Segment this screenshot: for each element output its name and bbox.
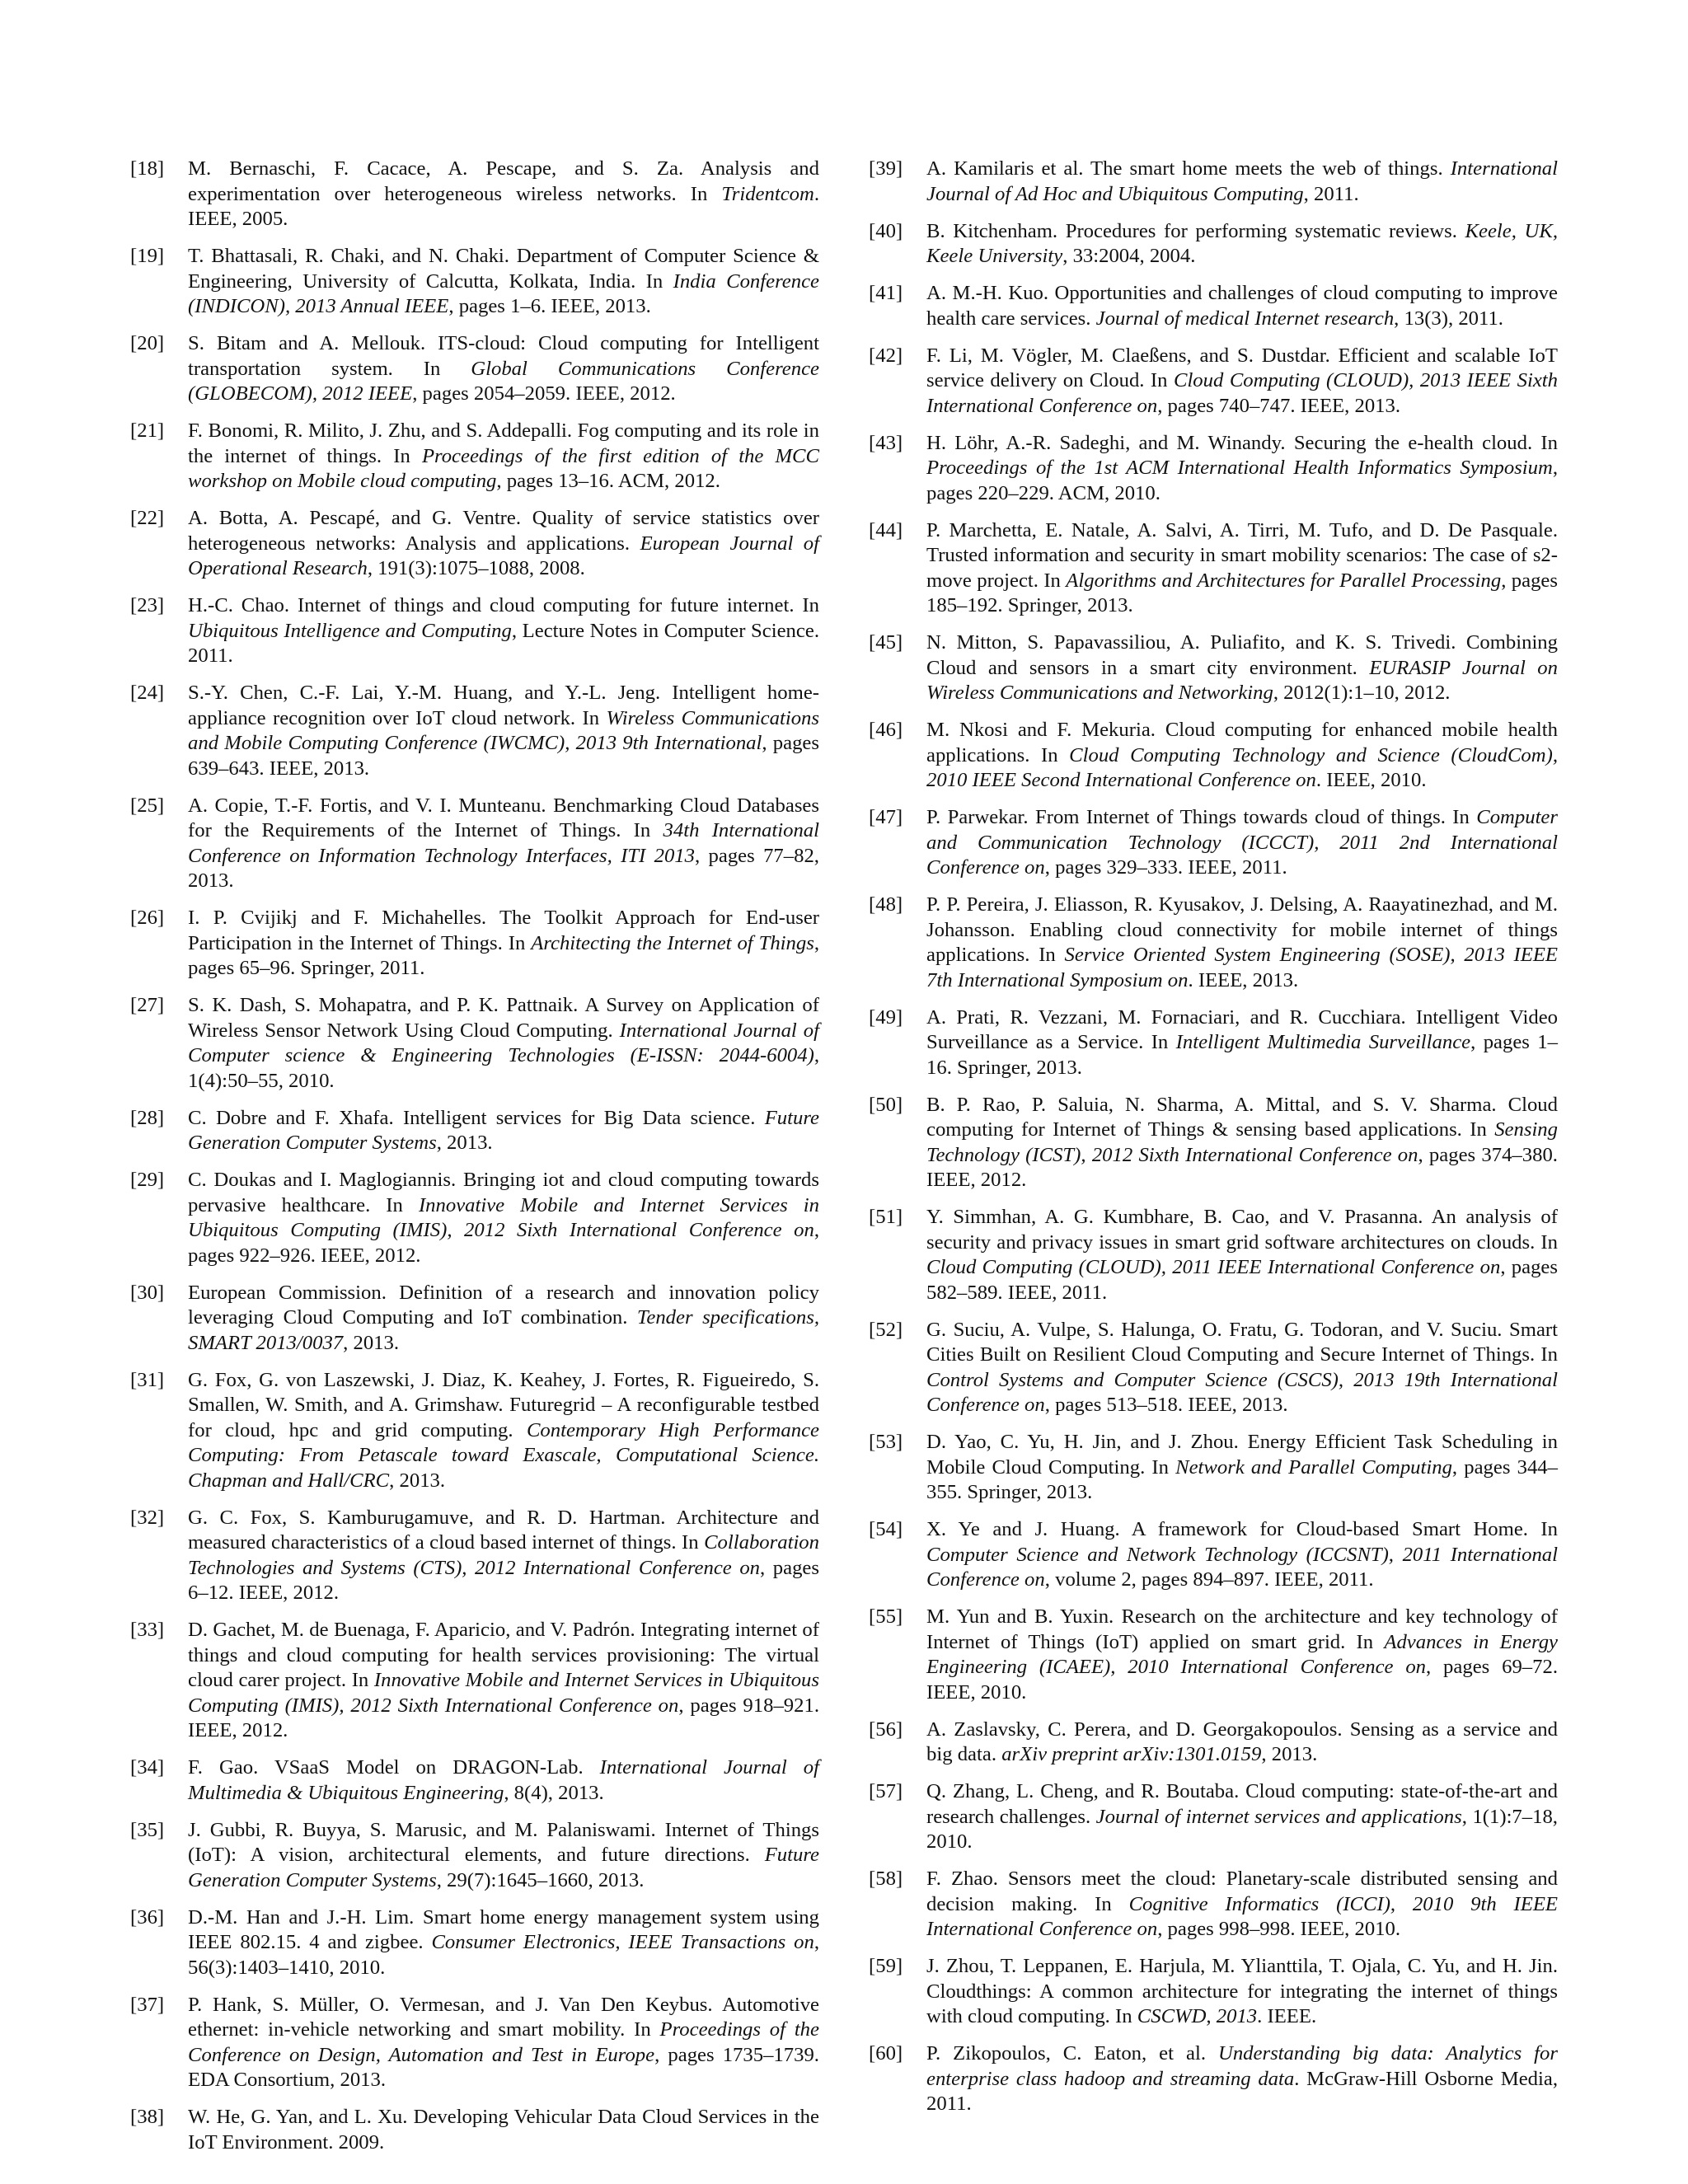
reference-item	[130, 593, 819, 669]
reference-segment: , 2013.	[343, 1331, 400, 1354]
reference-text	[188, 331, 819, 407]
reference-segment: , pages 740–747. IEEE, 2013.	[1157, 394, 1401, 417]
reference-segment: C. Dobre and F. Xhafa. Intelligent services for Big Data science.	[188, 1106, 765, 1129]
reference-item	[130, 419, 819, 494]
reference-venue: Future Generation Computer Systems	[188, 1844, 819, 1891]
reference-number: [20]	[130, 332, 165, 354]
reference-item	[130, 1168, 819, 1268]
reference-segment: F. Li, M. Vögler, M. Claeßens, and S. Dustdar. Efficient and scalable IoT service delivery on Cloud. In	[926, 344, 1558, 391]
reference-segment: F. Bonomi, R. Milito, J. Zhu, and S. Addepalli. Fog computing and its role in the internet of things. In	[188, 419, 819, 467]
reference-segment: , 56(3):1403–1410, 2010.	[188, 1931, 819, 1979]
reference-venue: Network and Parallel Computing	[1175, 1455, 1452, 1479]
reference-text	[188, 993, 819, 1094]
reference-item	[130, 331, 819, 407]
reference-text	[926, 1093, 1558, 1193]
reference-item	[869, 1005, 1558, 1081]
reference-venue: Global Communications Conference (GLOBECOM), 2012 IEEE	[188, 357, 819, 405]
reference-item	[130, 1993, 819, 2093]
reference-number: [36]	[130, 1905, 165, 1929]
reference-item	[869, 1318, 1558, 1418]
reference-segment: European Commission. Definition of a research and innovation policy leveraging Cloud Computing and IoT combination.	[188, 1281, 819, 1329]
reference-venue: Architecting the Internet of Things	[531, 931, 814, 954]
references-column-right	[869, 157, 1558, 2129]
reference-segment: D.-M. Han and J.-H. Lim. Smart home energy management system using IEEE 802.15. 4 and zigbee.	[188, 1905, 819, 1953]
reference-text	[188, 1818, 819, 1894]
reference-number: [21]	[130, 419, 165, 442]
reference-segment: P. Marchetta, E. Natale, A. Salvi, A. Tirri, M. Tufo, and D. De Pasquale. Trusted information and security in smart mobility scenarios: The case of s2-move project. In	[926, 518, 1558, 592]
reference-segment: . IEEE.	[1257, 2005, 1317, 2027]
reference-number: [59]	[869, 1955, 903, 1977]
reference-segment: N. Mitton, S. Papavassiliou, A. Puliafito, and K. S. Trivedi. Combining Cloud and sensors in a smart city environment.	[926, 631, 1558, 679]
reference-text	[188, 681, 819, 781]
reference-number: [58]	[869, 1868, 903, 1890]
reference-number: [55]	[869, 1605, 903, 1628]
reference-text	[188, 906, 819, 982]
reference-venue: Journal of internet services and applications	[1095, 1805, 1462, 1828]
reference-number: [40]	[869, 219, 903, 242]
reference-segment: , pages 1735–1739. EDA Consortium, 2013.	[188, 2043, 819, 2091]
reference-segment: M. Bernaschi, F. Cacace, A. Pescape, and S. Za. Analysis and experimentation over heterogeneous wireless networks. In	[188, 157, 819, 205]
reference-segment: , pages 6–12. IEEE, 2012.	[188, 1556, 819, 1604]
reference-text	[926, 219, 1558, 269]
reference-number: [26]	[130, 907, 165, 929]
reference-number: [42]	[869, 344, 903, 367]
reference-number: [34]	[130, 1756, 165, 1779]
reference-segment: , pages 329–333. IEEE, 2011.	[1044, 856, 1287, 879]
reference-segment: T. Bhattasali, R. Chaki, and N. Chaki. Department of Computer Science & Engineering, University of Calcutta, Kolkata, India. In	[188, 245, 819, 293]
reference-venue: Service Oriented System Engineering (SOSE), 2013 IEEE 7th International Symposium on	[926, 944, 1558, 991]
reference-venue: Proceedings of the first edition of the MCC workshop on Mobile cloud computing	[188, 444, 819, 492]
reference-item	[130, 506, 819, 582]
reference-segment: G. Suciu, A. Vulpe, S. Halunga, O. Fratu, G. Todoran, and V. Suciu. Smart Cities Built on Resilient Cloud Computing and Secure Internet of Things. In	[926, 1318, 1558, 1366]
reference-segment: A. Zaslavsky, C. Perera, and D. Georgakopoulos. Sensing as a service and big data.	[926, 1718, 1558, 1765]
reference-text	[926, 805, 1558, 881]
reference-item	[869, 518, 1558, 619]
reference-segment: , pages 922–926. IEEE, 2012.	[188, 1219, 819, 1267]
reference-number: [29]	[130, 1169, 165, 1191]
reference-segment: X. Ye and J. Huang. A framework for Cloud-based Smart Home. In	[926, 1518, 1558, 1540]
reference-number: [54]	[869, 1518, 903, 1540]
reference-text	[926, 1718, 1558, 1768]
reference-segment: , 191(3):1075–1088, 2008.	[367, 557, 585, 579]
reference-number: [30]	[130, 1281, 165, 1304]
reference-venue: Consumer Electronics, IEEE Transactions on	[431, 1931, 814, 1953]
reference-segment: , 1(4):50–55, 2010.	[188, 1044, 819, 1092]
reference-item	[130, 794, 819, 894]
reference-segment: D. Yao, C. Yu, H. Jin, and J. Zhou. Energy Efficient Task Scheduling in Mobile Cloud Computing. In	[926, 1431, 1558, 1479]
reference-item	[869, 157, 1558, 207]
reference-segment: J. Zhou, T. Leppanen, E. Harjula, M. Ylianttila, T. Ojala, C. Yu, and H. Jin. Cloudthings: A common architecture for integrating the internet of things with cloud computing. In	[926, 1955, 1558, 2027]
reference-segment: A. Botta, A. Pescapé, and G. Ventre. Quality of service statistics over heterogeneous networks: Analysis and applications.	[188, 507, 819, 555]
reference-text	[188, 1905, 819, 1981]
reference-venue: Proceedings of the Conference on Design, Automation and Test in Europe	[188, 2018, 819, 2066]
reference-text	[188, 794, 819, 894]
reference-venue: Control Systems and Computer Science (CSCS), 2013 19th International Conference on	[926, 1368, 1558, 1416]
reference-number: [52]	[869, 1318, 903, 1341]
reference-item	[130, 681, 819, 781]
reference-text	[926, 2041, 1558, 2117]
reference-number: [24]	[130, 682, 165, 704]
reference-segment: W. He, G. Yan, and L. Xu. Developing Vehicular Data Cloud Services in the IoT Environment. 2009.	[188, 2106, 819, 2154]
reference-segment: , Lecture Notes in Computer Science. 2011.	[188, 619, 819, 667]
reference-text	[188, 1755, 819, 1806]
reference-item	[869, 1718, 1558, 1768]
reference-segment: P. P. Pereira, J. Eliasson, R. Kyusakov, J. Delsing, A. Raayatinezhad, and M. Johansson. Enabling cloud connectivity for mobile internet of things applications. In	[926, 893, 1558, 966]
reference-segment: , pages 220–229. ACM, 2010.	[926, 457, 1558, 504]
reference-number: [35]	[130, 1818, 165, 1841]
reference-segment: S.-Y. Chen, C.-F. Lai, Y.-M. Huang, and Y.-L. Jeng. Intelligent home-appliance recognition over IoT cloud network. In	[188, 682, 819, 729]
reference-item	[869, 1430, 1558, 1506]
reference-item	[130, 1106, 819, 1156]
reference-segment: , pages 344–355. Springer, 2013.	[926, 1455, 1558, 1503]
reference-venue: Contemporary High Performance Computing: From Petascale toward Exascale, Computational Science. Chapman and Hall/CRC	[188, 1418, 819, 1492]
reference-segment: , 2013.	[1261, 1743, 1318, 1765]
reference-segment: , 33:2004, 2004.	[1062, 245, 1196, 267]
reference-segment: F. Zhao. Sensors meet the cloud: Planetary-scale distributed sensing and decision making. In	[926, 1868, 1558, 1915]
reference-segment: , volume 2, pages 894–897. IEEE, 2011.	[1044, 1568, 1374, 1591]
reference-segment: P. Zikopoulos, C. Eaton, et al.	[926, 2042, 1218, 2064]
reference-segment: , 2011.	[1303, 182, 1359, 205]
reference-venue: Future Generation Computer Systems	[188, 1106, 819, 1154]
reference-item	[869, 1517, 1558, 1593]
reference-item	[869, 344, 1558, 419]
reference-number: [27]	[130, 994, 165, 1016]
reference-segment: A. Kamilaris et al. The smart home meets the web of things.	[926, 157, 1451, 180]
reference-segment: , pages 998–998. IEEE, 2010.	[1157, 1918, 1401, 1940]
reference-text	[188, 157, 819, 232]
reference-text	[926, 893, 1558, 993]
reference-venue: Keele, UK, Keele University	[926, 219, 1558, 267]
reference-venue: EURASIP Journal on Wireless Communications and Networking	[926, 656, 1558, 704]
reference-segment: , pages 185–192. Springer, 2013.	[926, 569, 1558, 616]
reference-venue: Intelligent Multimedia Surveillance	[1175, 1031, 1471, 1053]
reference-text	[188, 1618, 819, 1744]
reference-number: [48]	[869, 893, 903, 916]
reference-number: [60]	[869, 2042, 903, 2064]
reference-venue: India Conference (INDICON), 2013 Annual IEEE	[188, 269, 819, 317]
reference-item	[869, 893, 1558, 993]
reference-item	[130, 1506, 819, 1606]
reference-segment: P. Parwekar. From Internet of Things towards cloud of things. In	[926, 806, 1477, 828]
reference-venue: Sensing Technology (ICST), 2012 Sixth International Conference on	[926, 1118, 1558, 1166]
reference-segment: G. C. Fox, S. Kamburugamuve, and R. D. Hartman. Architecture and measured characteristics of a cloud based internet of things. In	[188, 1506, 819, 1554]
reference-item	[869, 805, 1558, 881]
reference-item	[869, 431, 1558, 507]
reference-segment: D. Gachet, M. de Buenaga, F. Aparicio, and V. Padrón. Integrating internet of things and cloud computing for health services provisioning: The virtual cloud carer project. In	[188, 1619, 819, 1691]
reference-item	[869, 1954, 1558, 2030]
reference-segment: , pages 2054–2059. IEEE, 2012.	[412, 382, 676, 405]
reference-segment: A. Prati, R. Vezzani, M. Fornaciari, and R. Cucchiara. Intelligent Video Surveillance as a Service. In	[926, 1005, 1558, 1053]
reference-text	[926, 1605, 1558, 1705]
reference-text	[188, 1993, 819, 2093]
reference-segment: , pages 65–96. Springer, 2011.	[188, 931, 819, 979]
reference-item	[130, 2105, 819, 2155]
reference-segment: M. Nkosi and F. Mekuria. Cloud computing for enhanced mobile health applications. In	[926, 719, 1558, 766]
reference-item	[130, 1818, 819, 1894]
reference-number: [50]	[869, 1093, 903, 1116]
reference-text	[926, 1517, 1558, 1593]
reference-number: [53]	[869, 1431, 903, 1453]
reference-venue: Innovative Mobile and Internet Services in Ubiquitous Computing (IMIS), 2012 Sixth International Conference on	[188, 1669, 819, 1717]
reference-segment: Q. Zhang, L. Cheng, and R. Boutaba. Cloud computing: state-of-the-art and research challenges.	[926, 1780, 1558, 1828]
reference-number: [45]	[869, 631, 903, 654]
reference-number: [47]	[869, 806, 903, 828]
reference-number: [49]	[869, 1005, 903, 1029]
reference-segment: , pages 77–82, 2013.	[188, 844, 819, 892]
reference-segment: M. Yun and B. Yuxin. Research on the architecture and key technology of Internet of Things (IoT) applied on smart grid. In	[926, 1605, 1558, 1653]
reference-item	[869, 2041, 1558, 2117]
reference-number: [18]	[130, 157, 165, 180]
reference-segment: P. Hank, S. Müller, O. Vermesan, and J. Van Den Keybus. Automotive ethernet: in-vehicle networking and smart mobility. In	[188, 1993, 819, 2041]
reference-text	[188, 244, 819, 320]
reference-venue: Computer and Communication Technology (ICCCT), 2011 2nd International Conference on	[926, 806, 1558, 879]
reference-item	[869, 718, 1558, 794]
reference-item	[130, 906, 819, 982]
reference-item	[869, 281, 1558, 331]
reference-text	[188, 2105, 819, 2155]
reference-number: [56]	[869, 1718, 903, 1741]
reference-text	[188, 1368, 819, 1494]
reference-venue: Ubiquitous Intelligence and Computing	[188, 619, 512, 642]
reference-segment: , 8(4), 2013.	[504, 1781, 604, 1804]
reference-segment: B. P. Rao, P. Saluia, N. Sharma, A. Mittal, and S. V. Sharma. Cloud computing for Internet of Things & sensing based applications. In	[926, 1093, 1558, 1141]
reference-venue: Cognitive Informatics (ICCI), 2010 9th IEEE International Conference on	[926, 1892, 1558, 1940]
reference-text	[926, 1318, 1558, 1418]
reference-text	[926, 630, 1558, 706]
reference-item	[130, 157, 819, 232]
reference-venue: Cloud Computing (CLOUD), 2011 IEEE International Conference on	[926, 1256, 1501, 1278]
reference-segment: C. Doukas and I. Maglogiannis. Bringing iot and cloud computing towards pervasive healthcare. In	[188, 1169, 819, 1216]
reference-venue: Innovative Mobile and Internet Services in Ubiquitous Computing (IMIS), 2012 Sixth International Conference on	[188, 1193, 819, 1241]
reference-segment: F. Gao. VSaaS Model on DRAGON-Lab.	[188, 1756, 600, 1779]
reference-venue: Collaboration Technologies and Systems (CTS), 2012 International Conference on	[188, 1531, 819, 1579]
reference-venue: Tender specifications, SMART 2013/0037	[188, 1306, 819, 1354]
reference-text	[188, 419, 819, 494]
reference-text	[926, 1779, 1558, 1855]
reference-number: [39]	[869, 157, 903, 180]
reference-item	[869, 1779, 1558, 1855]
reference-segment: , pages 582–589. IEEE, 2011.	[926, 1256, 1558, 1304]
reference-venue: 34th International Conference on Information Technology Interfaces, ITI 2013	[188, 819, 819, 867]
reference-text	[188, 1281, 819, 1357]
reference-segment: , pages 639–643. IEEE, 2013.	[188, 732, 819, 780]
reference-segment: , pages 374–380. IEEE, 2012.	[926, 1143, 1558, 1191]
reference-item	[869, 219, 1558, 269]
reference-number: [41]	[869, 282, 903, 304]
reference-text	[188, 1506, 819, 1606]
reference-segment: H.-C. Chao. Internet of things and cloud computing for future internet. In	[188, 594, 819, 616]
reference-number: [38]	[130, 2106, 165, 2128]
reference-venue: Advances in Energy Engineering (ICAEE), 2010 International Conference on	[926, 1630, 1558, 1678]
reference-venue: International Journal of Ad Hoc and Ubiquitous Computing	[926, 157, 1558, 205]
reference-item	[130, 1281, 819, 1357]
reference-item	[130, 244, 819, 320]
reference-number: [32]	[130, 1506, 165, 1529]
reference-segment: A. M.-H. Kuo. Opportunities and challenges of cloud computing to improve health care services.	[926, 282, 1558, 330]
reference-text	[188, 1106, 819, 1156]
reference-venue: Tridentcom	[721, 182, 814, 205]
reference-number: [46]	[869, 719, 903, 741]
reference-number: [31]	[130, 1368, 165, 1391]
reference-item	[869, 1205, 1558, 1305]
reference-number: [57]	[869, 1780, 903, 1802]
reference-text	[188, 1168, 819, 1268]
references-column-left	[130, 157, 819, 2168]
reference-segment: . IEEE, 2010.	[1315, 769, 1427, 791]
reference-segment: , 1(1):7–18, 2010.	[926, 1805, 1558, 1853]
reference-venue: Understanding big data: Analytics for enterprise class hadoop and streaming data	[926, 2042, 1558, 2090]
reference-segment: . McGraw-Hill Osborne Media, 2011.	[926, 2067, 1558, 2115]
reference-segment: , pages 13–16. ACM, 2012.	[496, 470, 720, 492]
reference-text	[926, 1430, 1558, 1506]
reference-segment: , 29(7):1645–1660, 2013.	[436, 1868, 645, 1891]
reference-venue: International Journal of Computer science & Engineering Technologies (E-ISSN: 2044-6004)	[188, 1019, 819, 1066]
reference-text	[926, 718, 1558, 794]
reference-segment: , pages 918–921. IEEE, 2012.	[188, 1694, 819, 1741]
reference-number: [22]	[130, 507, 165, 529]
reference-text	[188, 593, 819, 669]
reference-segment: , pages 69–72. IEEE, 2010.	[926, 1656, 1558, 1704]
reference-venue: Journal of medical Internet research	[1095, 307, 1395, 330]
reference-segment: S. K. Dash, S. Mohapatra, and P. K. Pattnaik. A Survey on Application of Wireless Sensor Network Using Cloud Computing.	[188, 994, 819, 1042]
reference-number: [44]	[869, 518, 903, 541]
reference-venue: arXiv preprint arXiv:1301.0159	[1001, 1743, 1262, 1765]
reference-text	[926, 518, 1558, 619]
reference-number: [28]	[130, 1106, 165, 1129]
reference-item	[869, 630, 1558, 706]
reference-item	[869, 1093, 1558, 1193]
reference-venue: Wireless Communications and Mobile Computing Conference (IWCMC), 2013 9th International	[188, 706, 819, 754]
reference-segment: B. Kitchenham. Procedures for performing systematic reviews.	[926, 219, 1465, 242]
reference-number: [19]	[130, 245, 165, 267]
reference-number: [51]	[869, 1206, 903, 1228]
reference-item	[130, 1368, 819, 1494]
reference-segment: , 2012(1):1–10, 2012.	[1273, 682, 1451, 704]
reference-number: [25]	[130, 794, 165, 817]
reference-item	[130, 993, 819, 1094]
reference-segment: H. Löhr, A.-R. Sadeghi, and M. Winandy. Securing the e-health cloud. In	[926, 431, 1558, 454]
reference-segment: Y. Simmhan, A. G. Kumbhare, B. Cao, and V. Prasanna. An analysis of security and privacy issues in smart grid software architectures on clouds. In	[926, 1206, 1558, 1254]
reference-item	[869, 1867, 1558, 1943]
reference-number: [43]	[869, 431, 903, 454]
reference-segment: I. P. Cvijikj and F. Michahelles. The Toolkit Approach for End-user Participation in the Internet of Things. In	[188, 907, 819, 954]
reference-text	[926, 431, 1558, 507]
reference-segment: , pages 1–6. IEEE, 2013.	[448, 295, 651, 317]
reference-item	[130, 1905, 819, 1981]
reference-segment: . IEEE, 2005.	[188, 182, 819, 230]
reference-text	[926, 1005, 1558, 1081]
reference-text	[926, 1954, 1558, 2030]
reference-item	[130, 1618, 819, 1744]
reference-segment: G. Fox, G. von Laszewski, J. Diaz, K. Keahey, J. Fortes, R. Figueiredo, S. Smallen, W. Smith, and A. Grimshaw. Futuregrid – A reconfigurable testbed for cloud, hpc and grid computing.	[188, 1368, 819, 1441]
reference-venue: Cloud Computing (CLOUD), 2013 IEEE Sixth International Conference on	[926, 369, 1558, 417]
reference-venue: Cloud Computing Technology and Science (CloudCom), 2010 IEEE Second International Conference on	[926, 743, 1558, 791]
reference-venue: Computer Science and Network Technology (ICCSNT), 2011 International Conference on	[926, 1543, 1558, 1591]
reference-venue: European Journal of Operational Research	[188, 532, 819, 579]
reference-venue: Proceedings of the 1st ACM International Health Informatics Symposium	[926, 457, 1553, 479]
reference-venue: International Journal of Multimedia & Ubiquitous Engineering	[188, 1756, 819, 1804]
reference-item	[869, 1605, 1558, 1705]
reference-segment: A. Copie, T.-F. Fortis, and V. I. Munteanu. Benchmarking Cloud Databases for the Requirements of the Internet of Things. In	[188, 794, 819, 841]
reference-segment: , 2013.	[389, 1469, 446, 1492]
reference-segment: , pages 1–16. Springer, 2013.	[926, 1031, 1558, 1079]
reference-item	[130, 1755, 819, 1806]
reference-number: [37]	[130, 1993, 165, 2016]
reference-text	[926, 157, 1558, 207]
reference-venue: Algorithms and Architectures for Parallel Processing	[1066, 569, 1502, 592]
reference-text	[926, 1205, 1558, 1305]
reference-segment: S. Bitam and A. Mellouk. ITS-cloud: Cloud computing for Intelligent transportation system. In	[188, 332, 819, 380]
reference-segment: , 2013.	[436, 1132, 493, 1154]
reference-text	[188, 506, 819, 582]
reference-text	[926, 1867, 1558, 1943]
reference-segment: J. Gubbi, R. Buyya, S. Marusic, and M. Palaniswami. Internet of Things (IoT): A vision, architectural elements, and future directions.	[188, 1818, 819, 1866]
reference-text	[926, 344, 1558, 419]
reference-text	[926, 281, 1558, 331]
reference-segment: , 13(3), 2011.	[1394, 307, 1503, 330]
reference-number: [23]	[130, 594, 165, 616]
reference-number: [33]	[130, 1619, 165, 1641]
reference-segment: . IEEE, 2013.	[1188, 968, 1299, 991]
reference-venue: CSCWD, 2013	[1137, 2005, 1258, 2027]
reference-segment: , pages 513–518. IEEE, 2013.	[1044, 1394, 1288, 1416]
